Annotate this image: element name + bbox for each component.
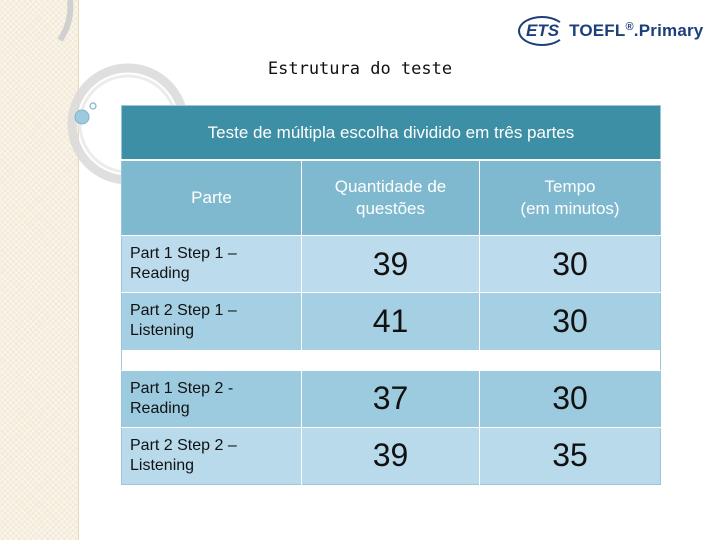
table-row [122, 427, 661, 484]
part-cell: Part 1 Step 2 - Reading [122, 370, 302, 427]
ets-toefl-primary-logo [522, 14, 703, 48]
table-row [122, 293, 661, 350]
registered-mark: ® [625, 21, 634, 33]
quantity-cell: 41 [302, 293, 480, 350]
time-cell: 30 [480, 370, 661, 427]
part-cell: Part 2 Step 1 – Listening [122, 293, 302, 350]
ets-logo: ETS [522, 19, 563, 43]
ets-ring-icon [518, 16, 566, 46]
column-header-time: Tempo (em minutos) [480, 160, 661, 236]
time-cell: 30 [480, 293, 661, 350]
time-cell: 35 [480, 427, 661, 484]
part-cell: Part 1 Step 1 – Reading [122, 236, 302, 293]
table-caption-row [122, 106, 661, 161]
toefl-primary-wordmark: TOEFL®.Primary [569, 21, 704, 40]
table-spacer-row [122, 350, 661, 371]
column-header-row [122, 160, 661, 236]
time-cell: 30 [480, 236, 661, 293]
table-row [122, 370, 661, 427]
test-structure-table [121, 105, 661, 485]
table-caption: Teste de múltipla escolha dividido em três partes [122, 106, 661, 161]
part-cell: Part 2 Step 2 – Listening [122, 427, 302, 484]
column-header-part: Parte [122, 160, 302, 236]
column-header-quantity: Quantidade de questões [302, 160, 480, 236]
table-row [122, 236, 661, 293]
quantity-cell: 37 [302, 370, 480, 427]
page-title: Estrutura do teste [267, 59, 453, 79]
quantity-cell: 39 [302, 236, 480, 293]
quantity-cell: 39 [302, 427, 480, 484]
